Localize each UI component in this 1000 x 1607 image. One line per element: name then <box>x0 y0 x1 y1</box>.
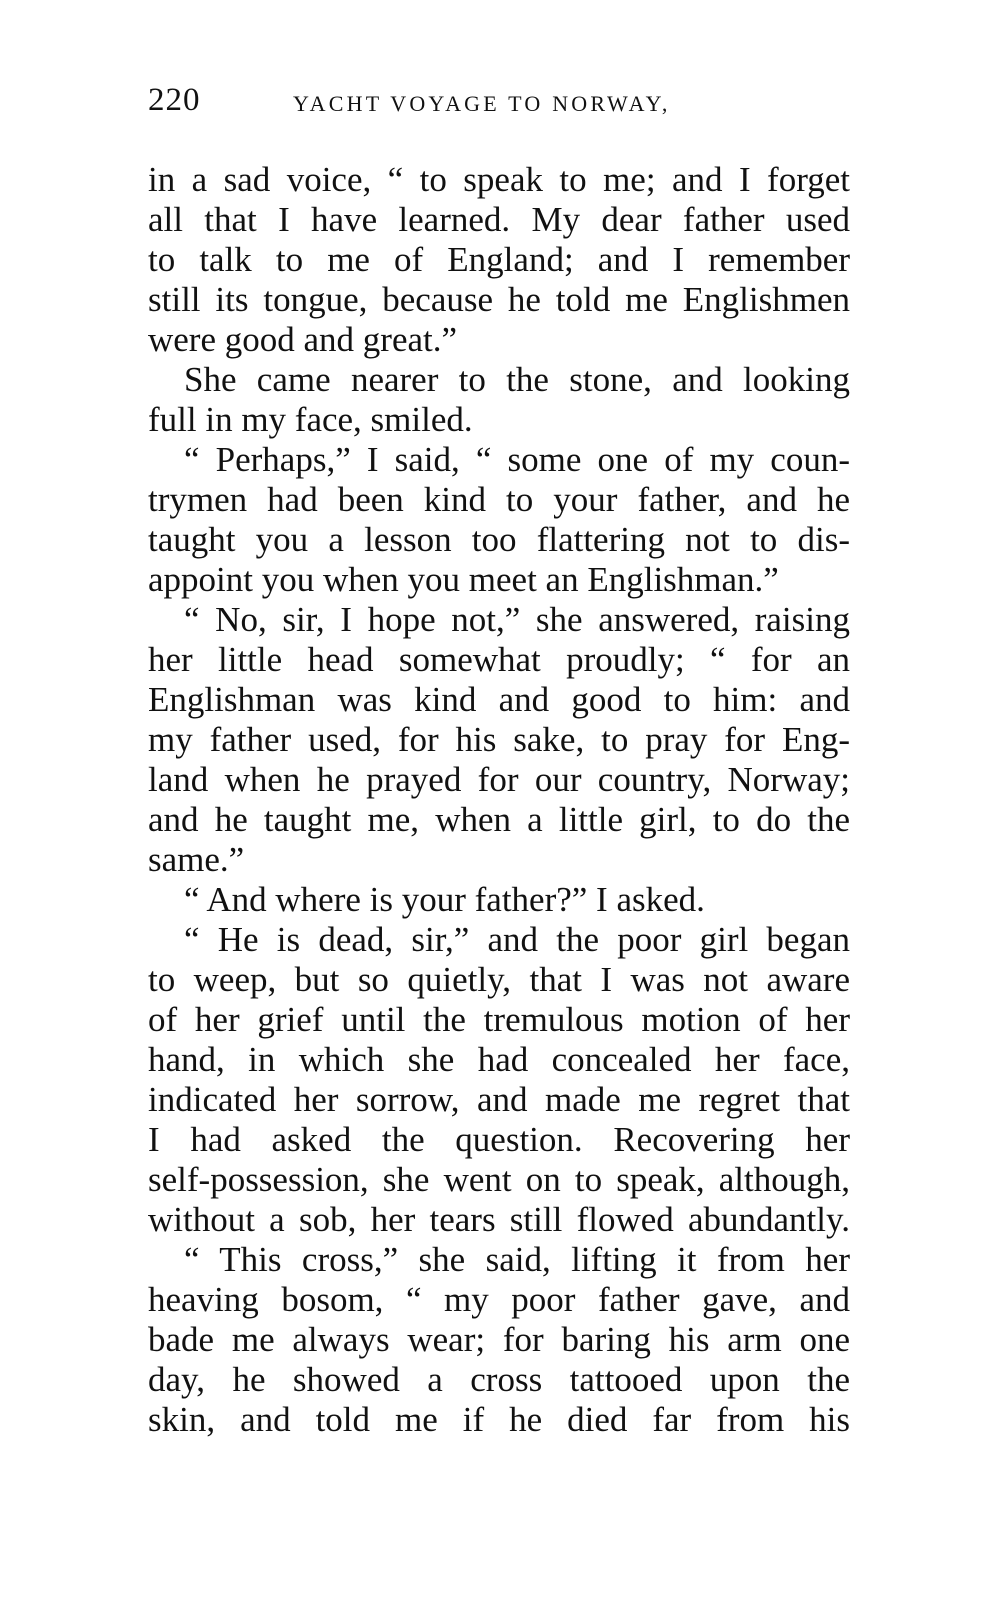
body-text <box>148 160 850 1440</box>
running-head <box>148 82 868 122</box>
text-line: of her grief until the tremulous motion of her <box>148 1000 850 1039</box>
text-line: Englishman was kind and good to him: and <box>148 680 850 719</box>
text-line: my father used, for his sake, to pray for Eng- <box>148 720 850 759</box>
text-line: same.” <box>148 840 245 879</box>
text-line: “ No, sir, I hope not,” she answered, raising <box>184 600 850 639</box>
text-line: indicated her sorrow, and made me regret that <box>148 1080 850 1119</box>
running-title: YACHT VOYAGE TO NORWAY, <box>293 91 671 116</box>
page-number: 220 <box>148 82 201 118</box>
text-line: She came nearer to the stone, and looking <box>184 360 850 399</box>
text-line: bade me always wear; for baring his arm one <box>148 1320 850 1359</box>
text-line: heaving bosom, “ my poor father gave, and <box>148 1280 850 1319</box>
text-line: land when he prayed for our country, Norway; <box>148 760 850 799</box>
text-line: self-possession, she went on to speak, although, <box>148 1160 850 1199</box>
text-line: hand, in which she had concealed her face, <box>148 1040 850 1079</box>
text-line: “ Perhaps,” I said, “ some one of my coun- <box>184 440 850 479</box>
text-line: in a sad voice, “ to speak to me; and I forget <box>148 160 850 199</box>
text-line: to weep, but so quietly, that I was not aware <box>148 960 850 999</box>
text-line: “ And where is your father?” I asked. <box>184 880 705 919</box>
text-line: skin, and told me if he died far from his <box>148 1400 850 1439</box>
text-line: and he taught me, when a little girl, to do the <box>148 800 850 839</box>
text-line: all that I have learned. My dear father used <box>148 200 850 239</box>
text-line: “ This cross,” she said, lifting it from her <box>184 1240 850 1279</box>
text-line: full in my face, smiled. <box>148 400 473 439</box>
text-line: her little head somewhat proudly; “ for an <box>148 640 850 679</box>
text-line: “ He is dead, sir,” and the poor girl began <box>184 920 850 959</box>
text-line: trymen had been kind to your father, and he <box>148 480 850 519</box>
text-line: appoint you when you meet an Englishman.” <box>148 560 779 599</box>
text-line: were good and great.” <box>148 320 458 359</box>
text-line: still its tongue, because he told me Englishmen <box>148 280 850 319</box>
text-line: without a sob, her tears still flowed abundantly. <box>148 1200 850 1239</box>
text-line: taught you a lesson too flattering not to dis- <box>148 520 850 559</box>
text-line: to talk to me of England; and I remember <box>148 240 850 279</box>
text-line: day, he showed a cross tattooed upon the <box>148 1360 850 1399</box>
text-line: I had asked the question. Recovering her <box>148 1120 850 1159</box>
